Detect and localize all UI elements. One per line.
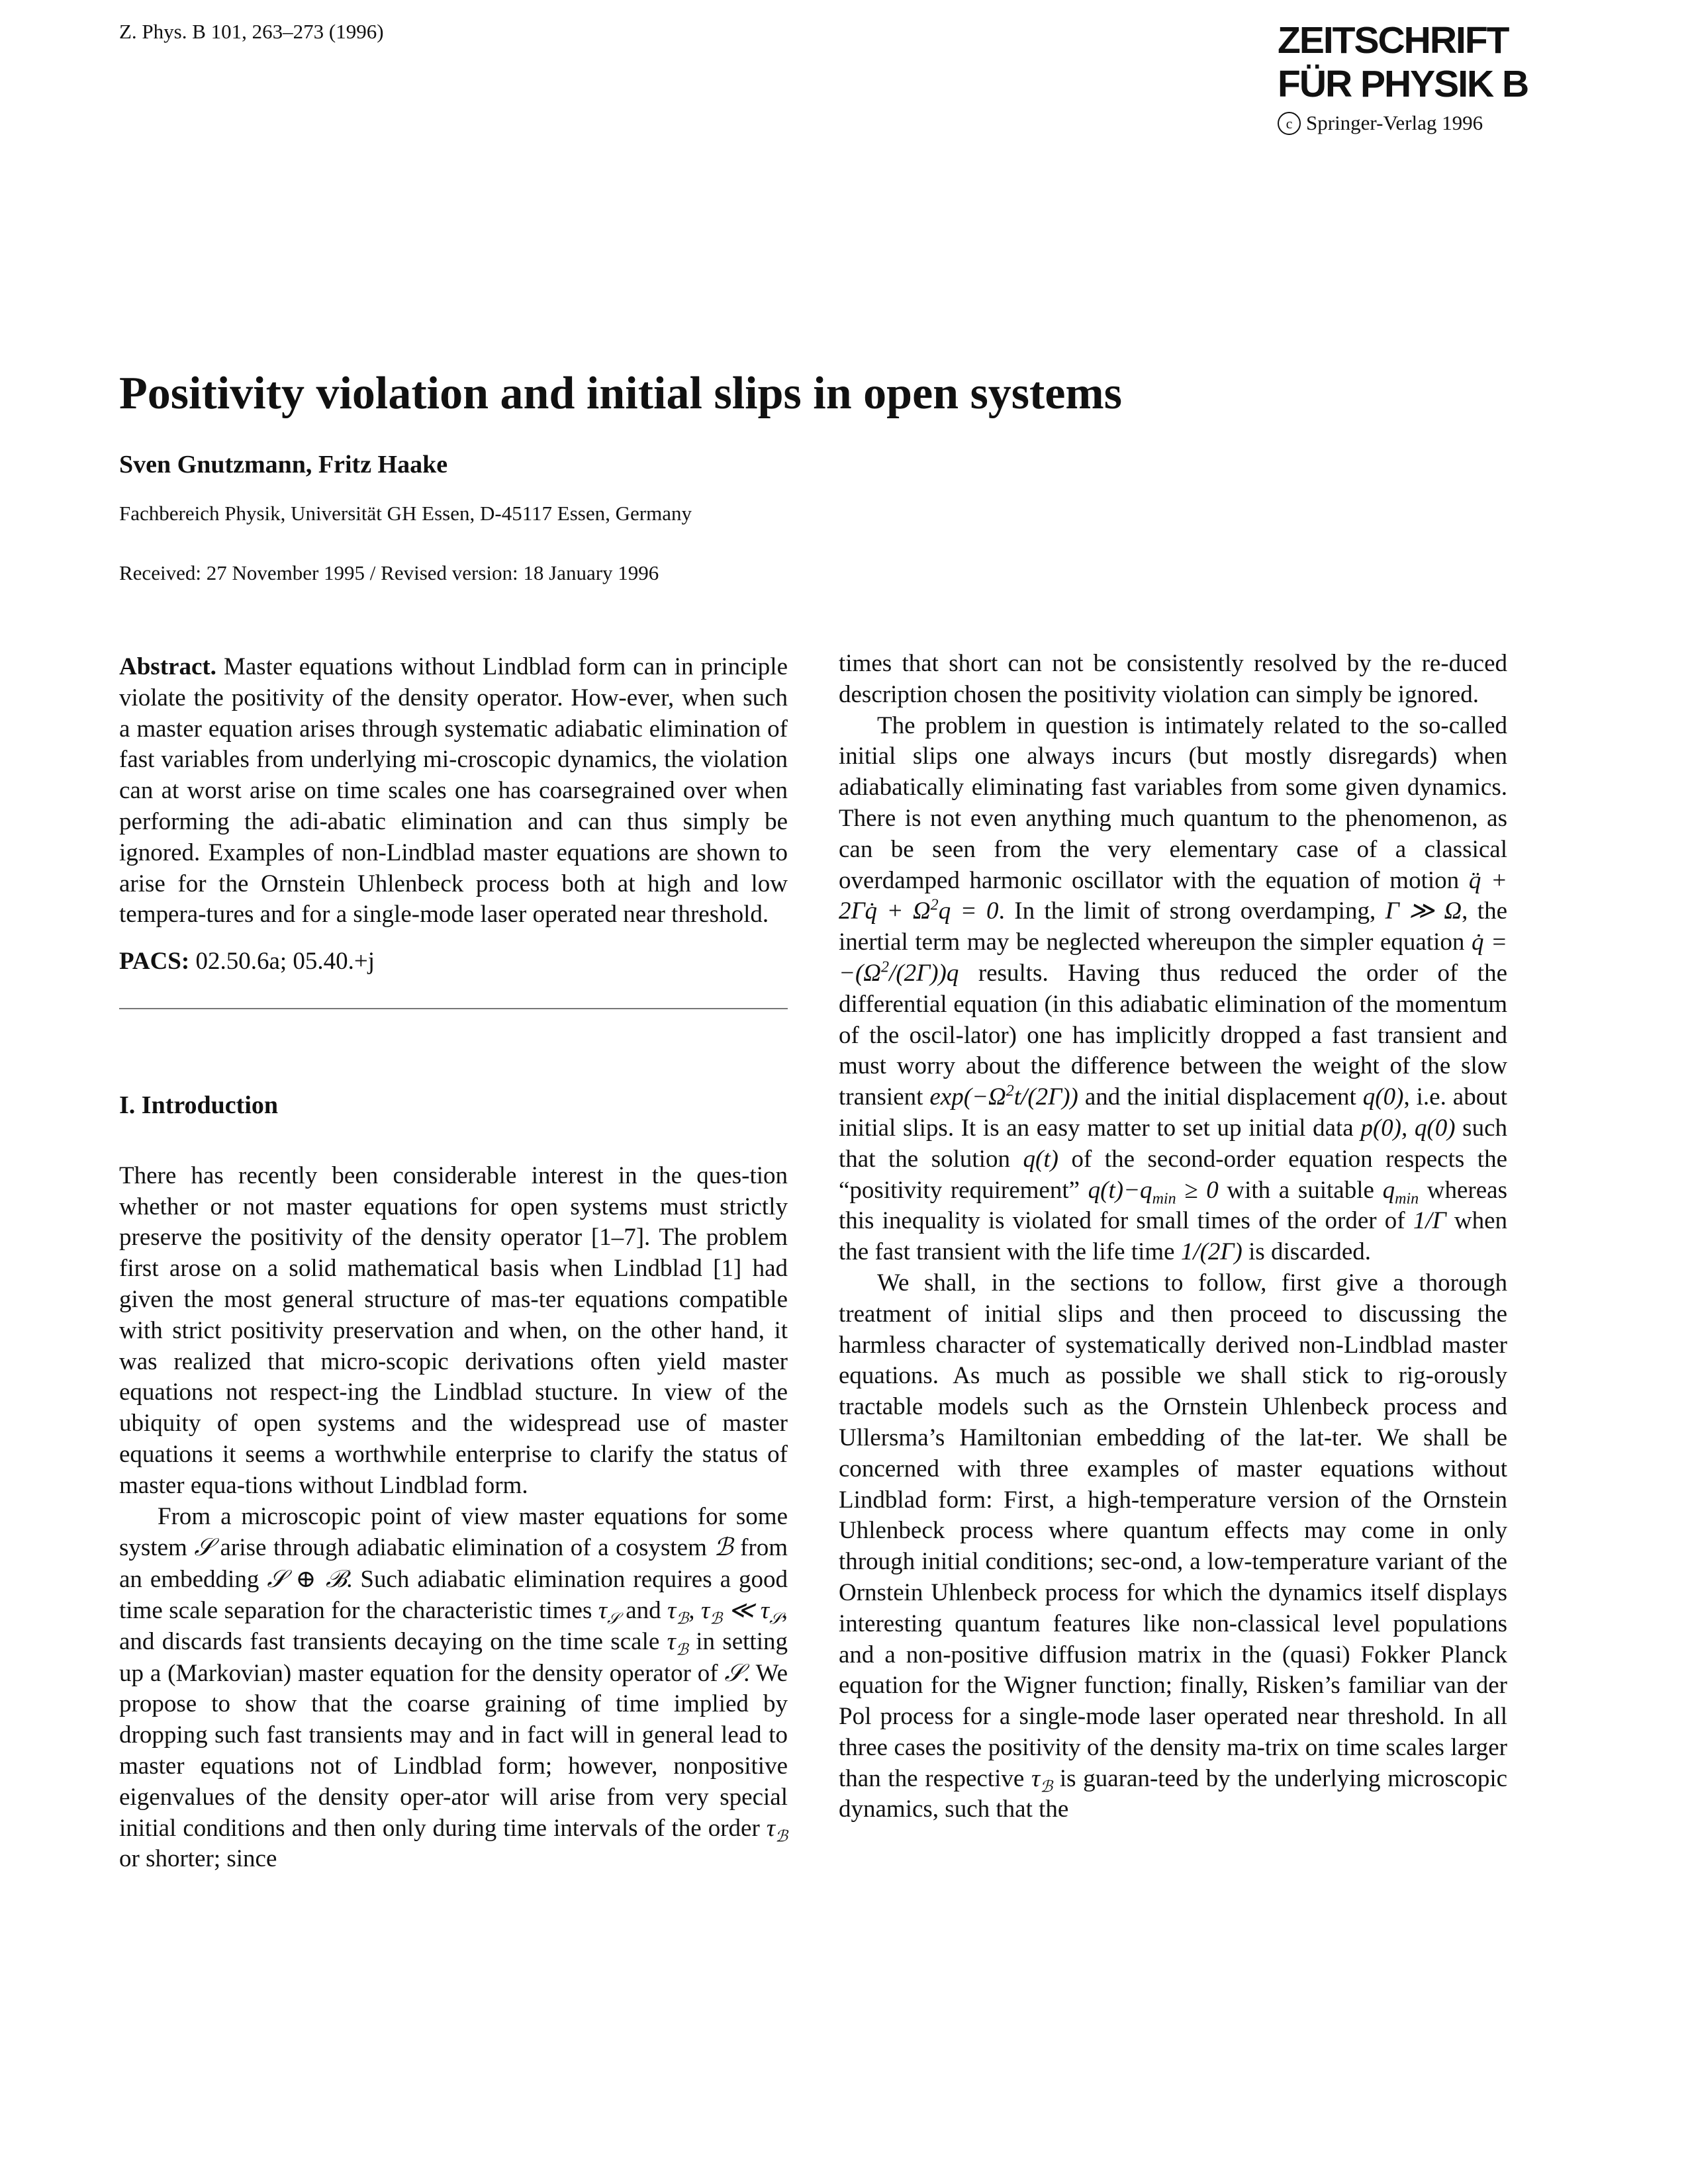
intro-paragraph-2: From a microscopic point of view master equations for some system 𝒮 arise through adiabatic elimination of a cosystem ℬ from an embedding 𝒮 ⊕ ℬ. Such adiabatic elimination requires a good time scale separation for the characteristic times $\tau_𝒮$ and $\tau_ℬ$, $\tau_ℬ$ ≪ $\tau_𝒮$, and discards fast transients decaying on the time scale $\tau_ℬ$ in setting up a (Markovian) master equation for the density operator of 𝒮. We propose to show that the coarse graining of time implied by dropping such fast transients may and in fact will in general lead to master equations not of Lindblad form; however, nonpositive eigenvalues of the density oper-ator will arise from very special initial conditions and then only during time intervals of the order $\tau_ℬ$ or shorter; since	[119, 1502, 788, 1873]
copyright-icon: c	[1278, 112, 1301, 135]
article-authors: Sven Gnutzmann, Fritz Haake	[119, 451, 448, 478]
pacs-line	[119, 946, 788, 978]
pacs-codes: 02.50.6a; 05.40.+j	[195, 948, 375, 976]
right-paragraph-1: times that short can not be consistently resolved by the re-duced description chosen the positivity violation can simply be ignored.	[839, 650, 1507, 708]
author-affiliation: Fachbereich Physik, Universität GH Essen, D-45117 Essen, Germany	[119, 502, 692, 525]
intro-paragraph-1: There has recently been considerable interest in the ques-tion whether or not master equations for open systems must strictly preserve the positivity of the density operator [1–7]. The problem first arose on a solid mathematical basis when Lindblad [1] had given the most general structure of mas-ter equations compatible with strict positivity preservation and when, on the other hand, it was realized that micro-scopic derivations often yield master equations not respect-ing the Lindblad stucture. In view of the ubiquity of open systems and the widespread use of master equations it seems a worthwhile enterprise to clarify the status of master equa-tions without Lindblad form.	[119, 1161, 788, 1499]
journal-name-line2: FÜR PHYSIK B	[1278, 63, 1528, 105]
left-column	[119, 652, 788, 1875]
section-heading-introduction: I. Introduction	[119, 1091, 279, 1119]
journal-citation: Z. Phys. B 101, 263–273 (1996)	[119, 20, 384, 43]
received-dates: Received: 27 November 1995 / Revised version: 18 January 1996	[119, 561, 659, 584]
right-paragraph-3: We shall, in the sections to follow, first give a thorough treatment of initial slips and then proceed to discussing the harmless character of systematically derived non-Lindblad master equations. As much as possible we shall stick to rig-orously tractable models such as the Ornstein Uhlenbeck process and Ullersma’s Hamiltonian embedding of the lat-ter. We shall be concerned with three examples of master equations without Lindblad form: First, a high-temperature version of the Ornstein Uhlenbeck process where quantum effects may come in only through initial conditions; sec-ond, a low-temperature variant of the Ornstein Uhlenbeck process for which the dynamics itself displays interesting quantum features like non-classical level populations and a non-positive diffusion matrix in the (quasi) Fokker Planck equation for the Wigner function; finally, Risken’s familiar van der Pol process for a single-mode laser operated near threshold. In all three cases the positivity of the density ma-trix on time scales larger than the respective $\tau_ℬ$ is guaran-teed by the underlying microscopic dynamics, such that the	[839, 1269, 1508, 1823]
journal-masthead	[1278, 19, 1556, 135]
right-paragraph-2: The problem in question is intimately related to the so-called initial slips one always incurs (but mostly disregards) when adiabatically eliminating fast variables from some given dynamics. There is not even anything much quantum to the phenomenon, as can be seen from the very elementary case of a classical overdamped harmonic oscillator with the equation of motion q̈ + 2Γq̇ + $\Omega^2q = 0$. In the limit of strong overdamping, Γ ≫ Ω, the inertial term may be neglected whereupon the simpler equation q̇ = $-(\Omega^2/(2\Gamma))q$ results. Having thus reduced the order of the differential equation (in this adiabatic elimination of the momentum of the oscil-lator) one has implicitly dropped a fast transient and must worry about the difference between the weight of the slow transient $\exp(-\Omega^2t/(2\Gamma))$ and the initial displacement q(0), i.e. about initial slips. It is an easy matter to set up initial data p(0), q(0) such that the solution q(t) of the second-order equation respects the “positivity requirement” $q(t)-q_{min} \ge 0$ with a suitable $q_{min}$ whereas this inequality is violated for small times of the order of 1/Γ when the fast transient with the life time 1/(2Γ) is discarded.	[839, 711, 1508, 1266]
abstract-divider	[119, 1008, 788, 1009]
abstract	[119, 652, 788, 931]
copyright-line	[1278, 111, 1556, 135]
right-column	[839, 649, 1507, 1825]
publisher-name: Springer-Verlag 1996	[1306, 111, 1483, 134]
abstract-text: Master equations without Lindblad form can in principle violate the positivity of the density operator. How-ever, when such a master equation arises through systematic adiabatic elimination of fast variables from underlying mi-croscopic dynamics, the violation can at worst arise on time scales one has coarsegrained over when performing the adi-abatic elimination and can thus simply be ignored. Examples of non-Lindblad master equations are shown to arise for the Ornstein Uhlenbeck process both at high and low tempera-tures and for a single-mode laser operated near threshold.	[119, 653, 788, 929]
pacs-label: PACS:	[119, 948, 190, 976]
journal-name-line1: ZEITSCHRIFT	[1278, 19, 1509, 62]
abstract-label: Abstract.	[119, 653, 216, 680]
article-title: Positivity violation and initial slips in open systems	[119, 368, 1122, 419]
